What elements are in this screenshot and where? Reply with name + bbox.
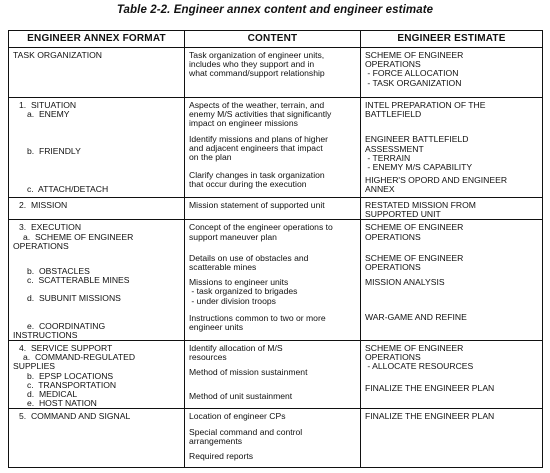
situation-content-line: impact on engineer missions bbox=[189, 118, 298, 129]
mission-format-cell bbox=[9, 198, 185, 220]
mission-estimate-line: RESTATED MISSION FROM bbox=[365, 200, 476, 210]
situation-content-line: Clarify changes in task organization bbox=[189, 170, 325, 181]
situation-content-line: enemy M/S activities that significantly bbox=[189, 109, 332, 120]
situation-estimate-line: ANNEX bbox=[365, 184, 395, 195]
execution-scatterable-mines: c. SCATTERABLE MINES bbox=[27, 275, 130, 286]
execution-subunit-missions: d. SUBUNIT MISSIONS bbox=[27, 293, 121, 304]
execution-obstacles: b. OBSTACLES bbox=[27, 266, 90, 277]
table-row-situation bbox=[9, 98, 543, 198]
table-row-task-organization bbox=[9, 48, 543, 98]
situation-estimate-line: ASSESSMENT bbox=[365, 143, 424, 154]
service-content-line: Identify allocation of M/S bbox=[189, 343, 283, 354]
execution-estimate-line: OPERATIONS bbox=[365, 262, 421, 273]
situation-title: 1. SITUATION bbox=[19, 100, 77, 110]
execution-estimate-line: WAR-GAME AND REFINE bbox=[365, 312, 467, 323]
execution-content-line: Missions to engineer units bbox=[189, 277, 289, 288]
task-org-content-line: what command/support relationship bbox=[189, 68, 325, 79]
table-row-execution bbox=[9, 220, 543, 341]
situation-estimate-line: - TERRAIN bbox=[365, 152, 411, 163]
execution-scheme: a. SCHEME OF ENGINEER bbox=[23, 231, 134, 242]
command-estimate-line: FINALIZE THE ENGINEER PLAN bbox=[365, 411, 495, 422]
service-medical: d. MEDICAL bbox=[27, 389, 78, 400]
mission-estimate-cell bbox=[361, 198, 543, 220]
service-supplies: SUPPLIES bbox=[13, 361, 56, 372]
situation-enemy: a. ENEMY bbox=[27, 109, 70, 120]
command-content-line: Required reports bbox=[189, 451, 254, 462]
command-content-cell bbox=[185, 409, 361, 468]
header-engineer-estimate: ENGINEER ESTIMATE bbox=[361, 31, 543, 48]
execution-content-line: Concept of the engineer operations to bbox=[189, 222, 333, 233]
command-content-line: arrangements bbox=[189, 435, 243, 446]
table-row-command-signal bbox=[9, 409, 543, 468]
execution-estimate-line: SCHEME OF ENGINEER bbox=[365, 222, 464, 233]
service-content-line: resources bbox=[189, 352, 227, 363]
task-org-estimate-line: - TASK ORGANIZATION bbox=[365, 77, 462, 88]
situation-estimate-line: - ENEMY M/S CAPABILITY bbox=[365, 162, 473, 173]
execution-coordinating: e. COORDINATING bbox=[27, 320, 106, 331]
execution-instructions: INSTRUCTIONS bbox=[13, 329, 78, 340]
situation-estimate-line: ENGINEER BATTLEFIELD bbox=[365, 134, 469, 145]
task-org-content-line: Task organization of engineer units, bbox=[189, 50, 325, 60]
task-org-estimate-line: SCHEME OF ENGINEER bbox=[365, 50, 464, 60]
service-estimate-cell bbox=[361, 341, 543, 409]
task-org-estimate-line: OPERATIONS bbox=[365, 59, 421, 70]
situation-content-line: that occur during the execution bbox=[189, 179, 307, 190]
situation-estimate-cell bbox=[361, 98, 543, 198]
execution-content-cell bbox=[185, 220, 361, 341]
execution-content-line: - under division troops bbox=[189, 295, 276, 306]
execution-content-line: support maneuver plan bbox=[189, 231, 277, 242]
execution-format-cell bbox=[9, 220, 185, 341]
service-command-regulated: a. COMMAND-REGULATED bbox=[23, 352, 136, 363]
service-content-cell bbox=[185, 341, 361, 409]
task-org-estimate-cell bbox=[361, 48, 543, 98]
execution-title: 3. EXECUTION bbox=[19, 222, 82, 233]
command-format-cell bbox=[9, 409, 185, 468]
table-header-row bbox=[9, 31, 543, 48]
engineer-annex-table bbox=[8, 30, 543, 468]
situation-estimate-line: INTEL PREPARATION OF THE bbox=[365, 100, 486, 110]
service-estimate-line: OPERATIONS bbox=[365, 352, 421, 363]
service-host-nation: e. HOST NATION bbox=[27, 398, 97, 409]
execution-content-line: Instructions common to two or more bbox=[189, 312, 326, 323]
task-org-format-cell bbox=[9, 48, 185, 98]
service-transportation: c. TRANSPORTATION bbox=[27, 379, 117, 390]
task-org-content-cell bbox=[185, 48, 361, 98]
situation-estimate-line: HIGHER'S OPORD AND ENGINEER bbox=[365, 175, 508, 186]
mission-title: 2. MISSION bbox=[19, 200, 68, 210]
table-row-mission bbox=[9, 198, 543, 220]
situation-content-line: Aspects of the weather, terrain, and bbox=[189, 100, 325, 110]
situation-friendly: b. FRIENDLY bbox=[27, 146, 81, 157]
execution-content-line: - task organized to brigades bbox=[189, 286, 298, 297]
situation-content-line: Identify missions and plans of higher bbox=[189, 133, 329, 144]
command-content-line: Special command and control bbox=[189, 426, 303, 437]
mission-content: Mission statement of supported unit bbox=[189, 200, 325, 210]
service-title: 4. SERVICE SUPPORT bbox=[19, 343, 113, 354]
situation-estimate-line: BATTLEFIELD bbox=[365, 109, 422, 120]
execution-estimate-line: MISSION ANALYSIS bbox=[365, 277, 445, 288]
header-annex-format: ENGINEER ANNEX FORMAT bbox=[9, 31, 185, 48]
service-epsp-locations: b. EPSP LOCATIONS bbox=[27, 370, 114, 381]
situation-attach-detach: c. ATTACH/DETACH bbox=[27, 183, 109, 194]
execution-content-line: engineer units bbox=[189, 322, 243, 333]
execution-content-line: Details on use of obstacles and bbox=[189, 252, 309, 263]
situation-content-line: on the plan bbox=[189, 152, 232, 163]
execution-estimate-cell bbox=[361, 220, 543, 341]
service-format-cell bbox=[9, 341, 185, 409]
execution-estimate-line: SCHEME OF ENGINEER bbox=[365, 252, 464, 263]
mission-content-cell bbox=[185, 198, 361, 220]
task-org-estimate-line: - FORCE ALLOCATION bbox=[365, 68, 459, 79]
command-content-line: Location of engineer CPs bbox=[189, 411, 286, 422]
task-org-format: TASK ORGANIZATION bbox=[13, 50, 102, 60]
service-content-line: Method of unit sustainment bbox=[189, 390, 293, 401]
service-estimate-line: SCHEME OF ENGINEER bbox=[365, 343, 464, 354]
service-estimate-line: FINALIZE THE ENGINEER PLAN bbox=[365, 382, 495, 393]
command-title: 5. COMMAND AND SIGNAL bbox=[19, 411, 131, 422]
table-caption: Table 2-2. Engineer annex content and engineer estimate bbox=[116, 4, 434, 16]
table-row-service-support bbox=[9, 341, 543, 409]
task-org-content-line: includes who they support and in bbox=[189, 59, 315, 70]
situation-content-line: and adjacent engineers that impact bbox=[189, 142, 323, 153]
command-estimate-cell bbox=[361, 409, 543, 468]
execution-content-line: scatterable mines bbox=[189, 262, 257, 273]
situation-format-cell bbox=[9, 98, 185, 198]
mission-estimate-line: SUPPORTED UNIT bbox=[365, 209, 441, 220]
service-content-line: Method of mission sustainment bbox=[189, 367, 308, 378]
header-content: CONTENT bbox=[185, 31, 361, 48]
execution-estimate-line: OPERATIONS bbox=[365, 231, 421, 242]
service-estimate-line: - ALLOCATE RESOURCES bbox=[365, 361, 474, 372]
situation-content-cell bbox=[185, 98, 361, 198]
execution-scheme-cont: OPERATIONS bbox=[13, 240, 69, 251]
